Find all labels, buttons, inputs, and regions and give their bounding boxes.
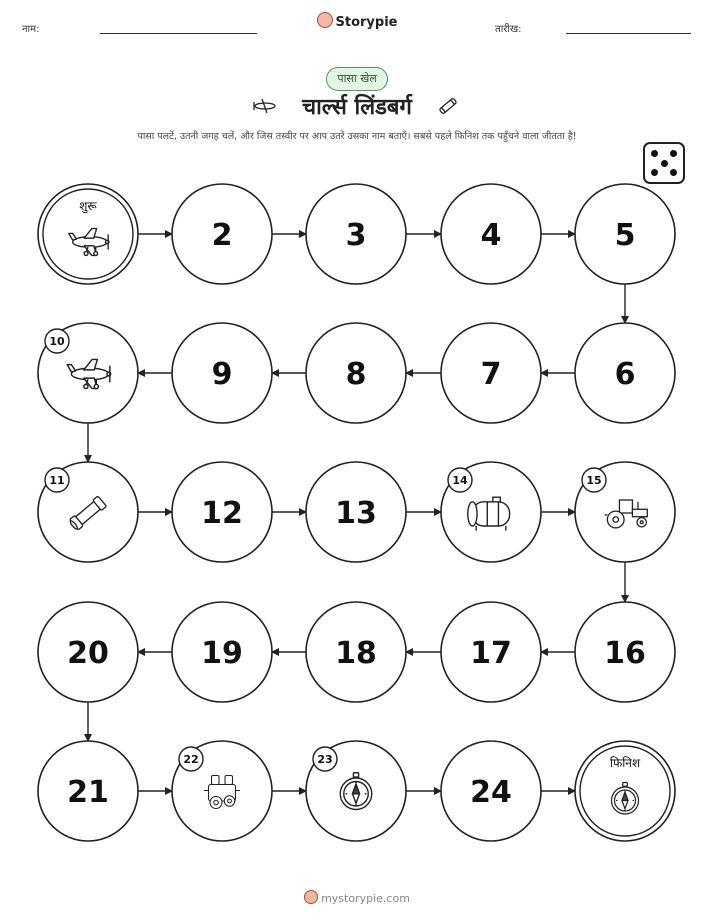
board-cell-15[interactable]: [575, 462, 675, 562]
cell-number: 14: [452, 474, 468, 487]
board-cell-22[interactable]: [172, 741, 272, 841]
board-cell-24[interactable]: [441, 741, 541, 841]
fuel-tank-icon: [468, 497, 510, 530]
cell-number: 10: [49, 335, 65, 348]
finish-label: फिनिश: [609, 756, 641, 770]
footer-url: mystorypie.com: [321, 892, 410, 905]
board-cell-9[interactable]: [172, 323, 272, 423]
cell-number: 2: [211, 218, 233, 253]
cell-number: 19: [201, 636, 243, 671]
game-type-badge: पासा खेल: [326, 67, 388, 91]
brand-text: Storypie: [335, 15, 398, 30]
board-cell-2[interactable]: [172, 184, 272, 284]
cell-number: 21: [67, 775, 109, 810]
cell-number: 8: [345, 357, 367, 392]
cell-number: 4: [480, 218, 502, 253]
cell-number: 6: [614, 357, 636, 392]
board-cell-5[interactable]: [575, 184, 675, 284]
start-label: शुरू: [79, 199, 97, 213]
board-cell-21[interactable]: [38, 741, 138, 841]
board-cell-25[interactable]: [575, 741, 675, 841]
cell-number: 12: [201, 496, 243, 531]
page-title: चार्ल्स लिंडबर्ग: [302, 95, 412, 120]
board-cell-1[interactable]: [38, 184, 138, 284]
board-cell-13[interactable]: [306, 462, 406, 562]
board-cell-10[interactable]: [38, 323, 138, 423]
cell-number: 22: [183, 753, 199, 766]
board-cell-23[interactable]: [306, 741, 406, 841]
cell-number: 15: [586, 474, 602, 487]
board-cell-18[interactable]: [306, 602, 406, 702]
date-label: तारीख:: [495, 24, 522, 35]
cell-number: 9: [211, 357, 233, 392]
cell-number: 17: [470, 636, 512, 671]
cell-number: 3: [345, 218, 367, 253]
cell-number: 5: [614, 218, 636, 253]
cell-number: 20: [67, 636, 109, 671]
name-label: नाम:: [22, 24, 40, 35]
board-cells: [38, 184, 675, 841]
board-cell-17[interactable]: [441, 602, 541, 702]
board-cell-12[interactable]: [172, 462, 272, 562]
cell-number: 24: [470, 775, 512, 810]
cell-number: 23: [317, 753, 333, 766]
instructions: पासा पलटें, उतनी जगह चलें, और जिस तस्वीर पर आप उतरें उसका नाम बताएँ। सबसे पहले फिनिश तक पहुँचने वाला जीतता है!: [137, 131, 577, 142]
board-cell-4[interactable]: [441, 184, 541, 284]
board-cell-7[interactable]: [441, 323, 541, 423]
board-cell-3[interactable]: [306, 184, 406, 284]
cell-number: 7: [480, 357, 502, 392]
cell-number: 18: [335, 636, 377, 671]
board-cell-14[interactable]: [441, 462, 541, 562]
board-cell-6[interactable]: [575, 323, 675, 423]
cell-number: 11: [49, 474, 65, 487]
cell-number: 13: [335, 496, 377, 531]
board-cell-20[interactable]: [38, 602, 138, 702]
board-cell-8[interactable]: [306, 323, 406, 423]
board-cell-19[interactable]: [172, 602, 272, 702]
board-cell-16[interactable]: [575, 602, 675, 702]
cell-number: 16: [604, 636, 646, 671]
storypie-logo-icon: [304, 890, 318, 904]
footer: [0, 890, 714, 905]
board-cell-11[interactable]: [38, 462, 138, 562]
